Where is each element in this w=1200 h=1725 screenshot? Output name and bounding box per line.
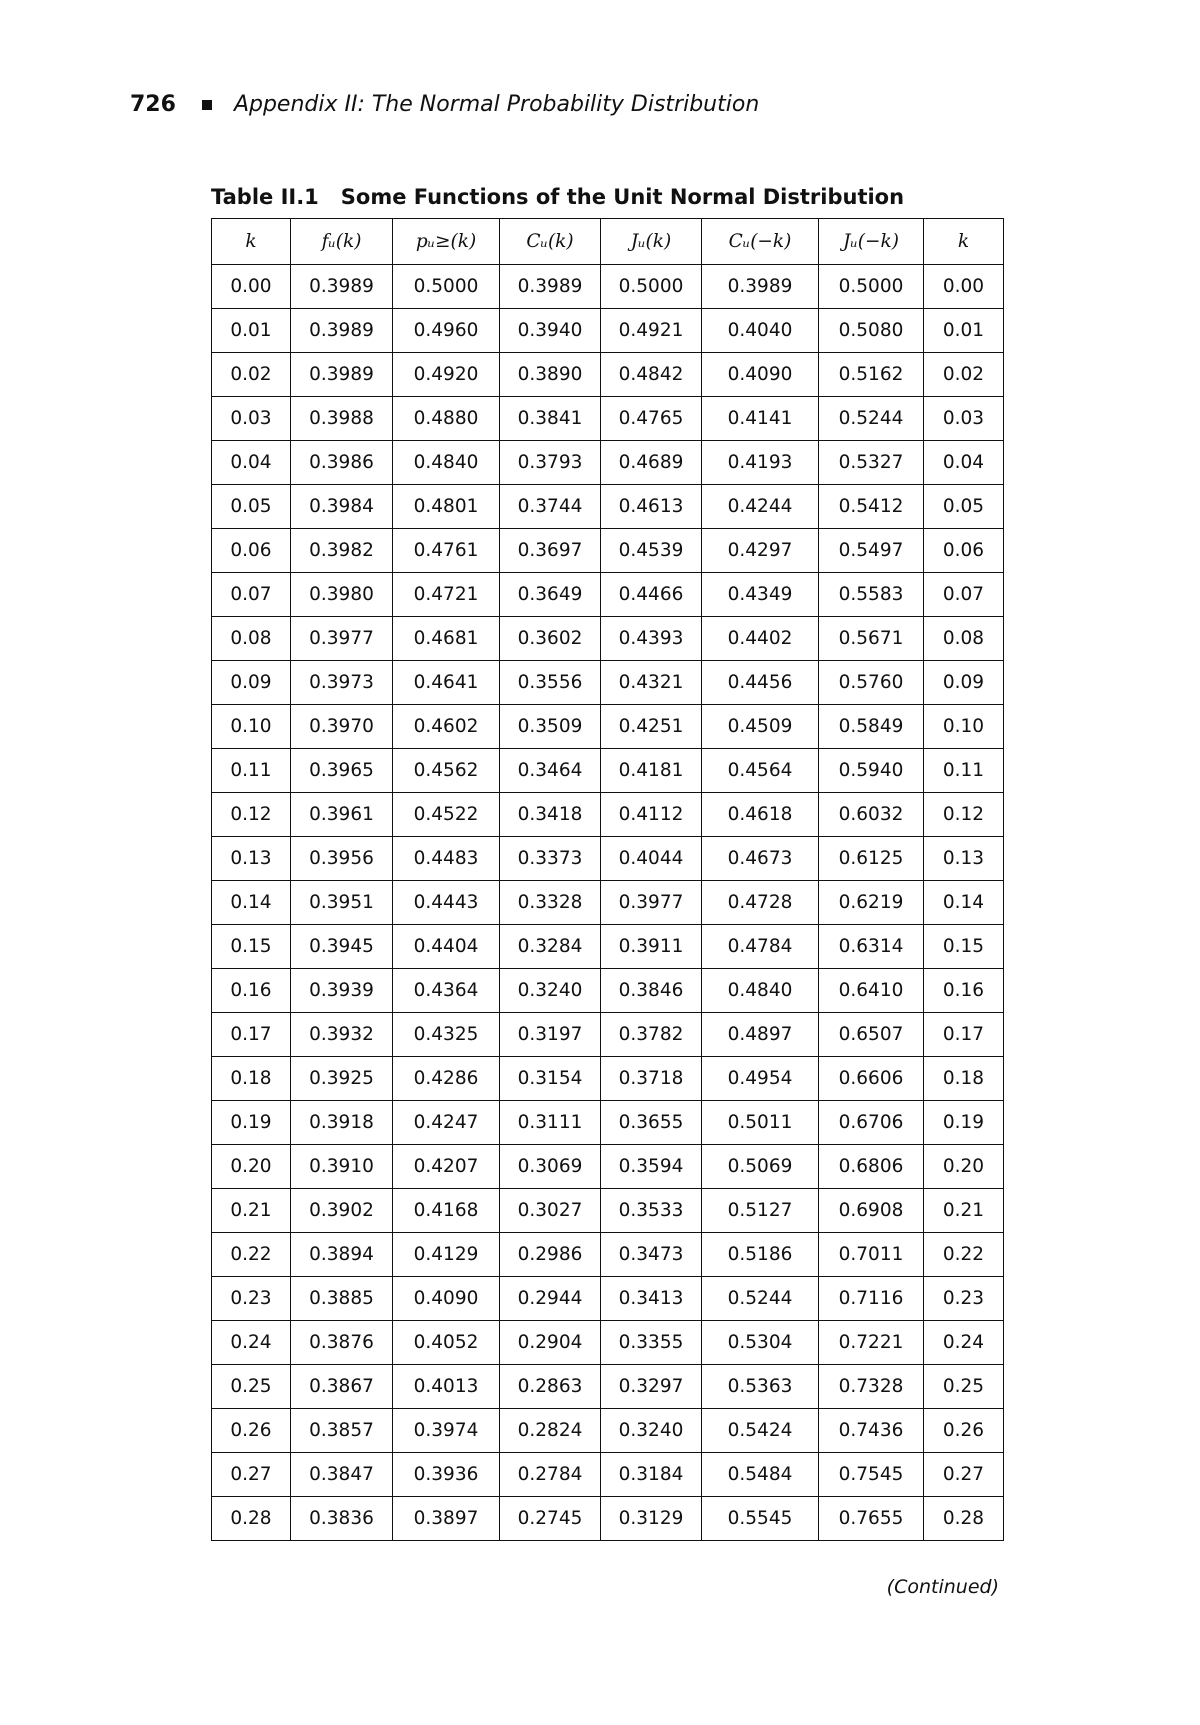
table-cell: 0.4602 [393, 705, 500, 749]
table-cell: 0.6908 [819, 1189, 924, 1233]
table-cell: 0.4297 [702, 529, 819, 573]
table-row [212, 837, 1004, 881]
table-cell: 0.5484 [702, 1453, 819, 1497]
table-caption [211, 185, 904, 209]
table-row [212, 265, 1004, 309]
table-cell: 0.3533 [601, 1189, 702, 1233]
table-cell: 0.3655 [601, 1101, 702, 1145]
table-cell: 0.4765 [601, 397, 702, 441]
table-cell: 0.4960 [393, 309, 500, 353]
table-cell: 0.2824 [500, 1409, 601, 1453]
table-cell: 0.5000 [393, 265, 500, 309]
running-title: Appendix II: The Normal Probability Distribution [233, 92, 760, 117]
table-cell: 0.3890 [500, 353, 601, 397]
running-header [130, 92, 759, 117]
table-cell: 0.3413 [601, 1277, 702, 1321]
table-cell: 0.13 [924, 837, 1004, 881]
table-row [212, 661, 1004, 705]
table-cell: 0.4842 [601, 353, 702, 397]
table-cell: 0.11 [212, 749, 291, 793]
table-cell: 0.3911 [601, 925, 702, 969]
table-cell: 0.5760 [819, 661, 924, 705]
table-body [212, 265, 1004, 1541]
table-cell: 0.3945 [291, 925, 393, 969]
table-cell: 0.3602 [500, 617, 601, 661]
table-cell: 0.5497 [819, 529, 924, 573]
table-cell: 0.4321 [601, 661, 702, 705]
table-cell: 0.3932 [291, 1013, 393, 1057]
table-cell: 0.3782 [601, 1013, 702, 1057]
table-row [212, 1497, 1004, 1541]
table-cell: 0.24 [212, 1321, 291, 1365]
table-row [212, 925, 1004, 969]
table-cell: 0.4141 [702, 397, 819, 441]
table-row [212, 485, 1004, 529]
table-cell: 0.5304 [702, 1321, 819, 1365]
table-cell: 0.5080 [819, 309, 924, 353]
table-cell: 0.07 [924, 573, 1004, 617]
table-cell: 0.3284 [500, 925, 601, 969]
table-cell: 0.4761 [393, 529, 500, 573]
table-cell: 0.3184 [601, 1453, 702, 1497]
table-cell: 0.3936 [393, 1453, 500, 1497]
table-cell: 0.4349 [702, 573, 819, 617]
table-cell: 0.3961 [291, 793, 393, 837]
table-cell: 0.4402 [702, 617, 819, 661]
table-cell: 0.3977 [601, 881, 702, 925]
normal-distribution-table [211, 218, 1004, 1541]
table-cell: 0.3418 [500, 793, 601, 837]
column-header: Jᵤ(k) [601, 219, 702, 265]
table-cell: 0.07 [212, 573, 291, 617]
table-row [212, 1057, 1004, 1101]
table-row [212, 1409, 1004, 1453]
table-cell: 0.4728 [702, 881, 819, 925]
column-header: k [924, 219, 1004, 265]
table-cell: 0.26 [212, 1409, 291, 1453]
table-cell: 0.17 [212, 1013, 291, 1057]
table-cell: 0.3956 [291, 837, 393, 881]
table-cell: 0.7116 [819, 1277, 924, 1321]
table-cell: 0.3910 [291, 1145, 393, 1189]
table-cell: 0.3027 [500, 1189, 601, 1233]
table-cell: 0.4539 [601, 529, 702, 573]
table-cell: 0.20 [212, 1145, 291, 1189]
table-cell: 0.4618 [702, 793, 819, 837]
table-cell: 0.4247 [393, 1101, 500, 1145]
table-cell: 0.4641 [393, 661, 500, 705]
table-row [212, 1365, 1004, 1409]
table-cell: 0.4801 [393, 485, 500, 529]
table-cell: 0.3925 [291, 1057, 393, 1101]
table-cell: 0.3240 [601, 1409, 702, 1453]
table-cell: 0.3974 [393, 1409, 500, 1453]
table-cell: 0.3977 [291, 617, 393, 661]
table-cell: 0.3989 [291, 353, 393, 397]
table-cell: 0.20 [924, 1145, 1004, 1189]
table-cell: 0.3973 [291, 661, 393, 705]
table-cell: 0.3902 [291, 1189, 393, 1233]
table-cell: 0.2944 [500, 1277, 601, 1321]
table-cell: 0.4613 [601, 485, 702, 529]
table-cell: 0.3846 [601, 969, 702, 1013]
column-header: Cᵤ(−k) [702, 219, 819, 265]
table-cell: 0.15 [212, 925, 291, 969]
table-cell: 0.4681 [393, 617, 500, 661]
table-row [212, 617, 1004, 661]
table-cell: 0.3197 [500, 1013, 601, 1057]
table-cell: 0.3594 [601, 1145, 702, 1189]
table-row [212, 881, 1004, 925]
table-cell: 0.3989 [702, 265, 819, 309]
table-header-row [212, 219, 1004, 265]
table-row [212, 749, 1004, 793]
table-cell: 0.5000 [601, 265, 702, 309]
table-cell: 0.4207 [393, 1145, 500, 1189]
table-cell: 0.3111 [500, 1101, 601, 1145]
table-cell: 0.3328 [500, 881, 601, 925]
table-cell: 0.24 [924, 1321, 1004, 1365]
table-cell: 0.3989 [500, 265, 601, 309]
table-cell: 0.3989 [291, 309, 393, 353]
table-row [212, 705, 1004, 749]
table-row [212, 397, 1004, 441]
table-cell: 0.7655 [819, 1497, 924, 1541]
table-cell: 0.3847 [291, 1453, 393, 1497]
column-header: Cᵤ(k) [500, 219, 601, 265]
square-bullet-icon [202, 100, 212, 110]
table-cell: 0.26 [924, 1409, 1004, 1453]
table-cell: 0.00 [924, 265, 1004, 309]
table-cell: 0.5940 [819, 749, 924, 793]
table-cell: 0.04 [212, 441, 291, 485]
table-title: Some Functions of the Unit Normal Distribution [340, 185, 905, 209]
table-cell: 0.4325 [393, 1013, 500, 1057]
table-cell: 0.3986 [291, 441, 393, 485]
table-cell: 0.7436 [819, 1409, 924, 1453]
table-cell: 0.23 [924, 1277, 1004, 1321]
table-row [212, 1321, 1004, 1365]
table-cell: 0.27 [924, 1453, 1004, 1497]
table-cell: 0.21 [212, 1189, 291, 1233]
table-cell: 0.03 [924, 397, 1004, 441]
page-number: 726 [130, 92, 176, 117]
table-cell: 0.3897 [393, 1497, 500, 1541]
table-cell: 0.3509 [500, 705, 601, 749]
table-row [212, 1233, 1004, 1277]
table-cell: 0.6314 [819, 925, 924, 969]
table-cell: 0.18 [212, 1057, 291, 1101]
table-cell: 0.08 [212, 617, 291, 661]
table-cell: 0.5363 [702, 1365, 819, 1409]
table-cell: 0.3951 [291, 881, 393, 925]
table-cell: 0.02 [924, 353, 1004, 397]
table-cell: 0.3464 [500, 749, 601, 793]
table-cell: 0.3939 [291, 969, 393, 1013]
table-cell: 0.3297 [601, 1365, 702, 1409]
table-cell: 0.3894 [291, 1233, 393, 1277]
table-cell: 0.3988 [291, 397, 393, 441]
table-cell: 0.3373 [500, 837, 601, 881]
table-cell: 0.3841 [500, 397, 601, 441]
table-row [212, 353, 1004, 397]
table-cell: 0.08 [924, 617, 1004, 661]
table-cell: 0.5011 [702, 1101, 819, 1145]
table-cell: 0.12 [212, 793, 291, 837]
table-cell: 0.3744 [500, 485, 601, 529]
table-cell: 0.06 [212, 529, 291, 573]
table-cell: 0.4456 [702, 661, 819, 705]
table-cell: 0.5244 [702, 1277, 819, 1321]
table-row [212, 1189, 1004, 1233]
table-cell: 0.5069 [702, 1145, 819, 1189]
table-cell: 0.01 [924, 309, 1004, 353]
table-cell: 0.4090 [393, 1277, 500, 1321]
table-cell: 0.4193 [702, 441, 819, 485]
table-cell: 0.5000 [819, 265, 924, 309]
table-cell: 0.6032 [819, 793, 924, 837]
table-cell: 0.10 [924, 705, 1004, 749]
table-cell: 0.18 [924, 1057, 1004, 1101]
table-cell: 0.4721 [393, 573, 500, 617]
table-cell: 0.4920 [393, 353, 500, 397]
table-row [212, 441, 1004, 485]
table-cell: 0.3940 [500, 309, 601, 353]
table-cell: 0.7011 [819, 1233, 924, 1277]
table-cell: 0.4052 [393, 1321, 500, 1365]
table-cell: 0.4784 [702, 925, 819, 969]
table-cell: 0.16 [212, 969, 291, 1013]
table-cell: 0.3857 [291, 1409, 393, 1453]
table-cell: 0.28 [212, 1497, 291, 1541]
table-cell: 0.05 [212, 485, 291, 529]
table-cell: 0.3718 [601, 1057, 702, 1101]
table-cell: 0.3970 [291, 705, 393, 749]
table-cell: 0.2904 [500, 1321, 601, 1365]
table-cell: 0.03 [212, 397, 291, 441]
table-row [212, 1145, 1004, 1189]
table-cell: 0.4044 [601, 837, 702, 881]
table-cell: 0.3885 [291, 1277, 393, 1321]
table-cell: 0.3240 [500, 969, 601, 1013]
table-row [212, 1101, 1004, 1145]
table-cell: 0.3984 [291, 485, 393, 529]
table-cell: 0.4244 [702, 485, 819, 529]
table-cell: 0.4364 [393, 969, 500, 1013]
table-cell: 0.4129 [393, 1233, 500, 1277]
table-cell: 0.5127 [702, 1189, 819, 1233]
table-cell: 0.3982 [291, 529, 393, 573]
table-row [212, 1277, 1004, 1321]
table-cell: 0.4443 [393, 881, 500, 925]
table-cell: 0.5424 [702, 1409, 819, 1453]
table-cell: 0.3473 [601, 1233, 702, 1277]
table-cell: 0.6219 [819, 881, 924, 925]
table-row [212, 793, 1004, 837]
table-cell: 0.7328 [819, 1365, 924, 1409]
table-cell: 0.23 [212, 1277, 291, 1321]
table-cell: 0.22 [924, 1233, 1004, 1277]
table-cell: 0.6606 [819, 1057, 924, 1101]
table-cell: 0.25 [212, 1365, 291, 1409]
table-cell: 0.12 [924, 793, 1004, 837]
table-cell: 0.4897 [702, 1013, 819, 1057]
table-cell: 0.04 [924, 441, 1004, 485]
table-cell: 0.6125 [819, 837, 924, 881]
table-cell: 0.13 [212, 837, 291, 881]
table-cell: 0.4112 [601, 793, 702, 837]
table-cell: 0.21 [924, 1189, 1004, 1233]
table-cell: 0.3836 [291, 1497, 393, 1541]
continued-note: (Continued) [886, 1576, 999, 1598]
table-cell: 0.09 [212, 661, 291, 705]
table-cell: 0.3965 [291, 749, 393, 793]
table-cell: 0.4880 [393, 397, 500, 441]
column-header: Jᵤ(−k) [819, 219, 924, 265]
table-cell: 0.15 [924, 925, 1004, 969]
table-cell: 0.10 [212, 705, 291, 749]
table-cell: 0.3355 [601, 1321, 702, 1365]
table-cell: 0.3154 [500, 1057, 601, 1101]
table-cell: 0.11 [924, 749, 1004, 793]
table-cell: 0.4181 [601, 749, 702, 793]
table-cell: 0.4013 [393, 1365, 500, 1409]
table-cell: 0.4251 [601, 705, 702, 749]
table-cell: 0.5186 [702, 1233, 819, 1277]
table-cell: 0.4689 [601, 441, 702, 485]
table-cell: 0.14 [212, 881, 291, 925]
table-cell: 0.4673 [702, 837, 819, 881]
table-cell: 0.3918 [291, 1101, 393, 1145]
table-cell: 0.3980 [291, 573, 393, 617]
table-row [212, 529, 1004, 573]
table-cell: 0.22 [212, 1233, 291, 1277]
table-cell: 0.7221 [819, 1321, 924, 1365]
table-cell: 0.3069 [500, 1145, 601, 1189]
table-label: Table II.1 [211, 185, 319, 209]
table-cell: 0.2986 [500, 1233, 601, 1277]
table-cell: 0.06 [924, 529, 1004, 573]
table-cell: 0.09 [924, 661, 1004, 705]
table-cell: 0.6410 [819, 969, 924, 1013]
table-cell: 0.01 [212, 309, 291, 353]
table-cell: 0.00 [212, 265, 291, 309]
table-cell: 0.17 [924, 1013, 1004, 1057]
table-cell: 0.25 [924, 1365, 1004, 1409]
table-cell: 0.4921 [601, 309, 702, 353]
table-row [212, 573, 1004, 617]
table-cell: 0.4404 [393, 925, 500, 969]
column-header: pᵤ≥(k) [393, 219, 500, 265]
table-cell: 0.4466 [601, 573, 702, 617]
table-cell: 0.2784 [500, 1453, 601, 1497]
column-header: fᵤ(k) [291, 219, 393, 265]
table-cell: 0.6507 [819, 1013, 924, 1057]
table-cell: 0.4954 [702, 1057, 819, 1101]
table-cell: 0.5671 [819, 617, 924, 661]
table-cell: 0.3649 [500, 573, 601, 617]
table-cell: 0.4564 [702, 749, 819, 793]
table-cell: 0.5583 [819, 573, 924, 617]
table-cell: 0.4286 [393, 1057, 500, 1101]
table-cell: 0.3129 [601, 1497, 702, 1541]
table-cell: 0.27 [212, 1453, 291, 1497]
table-cell: 0.4090 [702, 353, 819, 397]
table-cell: 0.3989 [291, 265, 393, 309]
table-cell: 0.7545 [819, 1453, 924, 1497]
table-cell: 0.16 [924, 969, 1004, 1013]
table-cell: 0.4393 [601, 617, 702, 661]
table-row [212, 1013, 1004, 1057]
table-cell: 0.05 [924, 485, 1004, 529]
column-header: k [212, 219, 291, 265]
table-cell: 0.4840 [702, 969, 819, 1013]
table-cell: 0.4522 [393, 793, 500, 837]
table-cell: 0.3867 [291, 1365, 393, 1409]
table-cell: 0.3697 [500, 529, 601, 573]
table-cell: 0.28 [924, 1497, 1004, 1541]
table-cell: 0.6706 [819, 1101, 924, 1145]
table-cell: 0.4168 [393, 1189, 500, 1233]
table-cell: 0.5545 [702, 1497, 819, 1541]
table-cell: 0.3556 [500, 661, 601, 705]
table-cell: 0.5244 [819, 397, 924, 441]
table-cell: 0.02 [212, 353, 291, 397]
table-cell: 0.4562 [393, 749, 500, 793]
table-cell: 0.6806 [819, 1145, 924, 1189]
table-row [212, 1453, 1004, 1497]
table-cell: 0.5327 [819, 441, 924, 485]
table-cell: 0.5849 [819, 705, 924, 749]
table-row [212, 309, 1004, 353]
table-cell: 0.3876 [291, 1321, 393, 1365]
table-cell: 0.2863 [500, 1365, 601, 1409]
table-cell: 0.5162 [819, 353, 924, 397]
table-cell: 0.4509 [702, 705, 819, 749]
table-cell: 0.4040 [702, 309, 819, 353]
table-cell: 0.4483 [393, 837, 500, 881]
table-cell: 0.2745 [500, 1497, 601, 1541]
table-cell: 0.14 [924, 881, 1004, 925]
table-cell: 0.19 [924, 1101, 1004, 1145]
table-cell: 0.19 [212, 1101, 291, 1145]
table-row [212, 969, 1004, 1013]
table-cell: 0.5412 [819, 485, 924, 529]
table-cell: 0.3793 [500, 441, 601, 485]
table-cell: 0.4840 [393, 441, 500, 485]
